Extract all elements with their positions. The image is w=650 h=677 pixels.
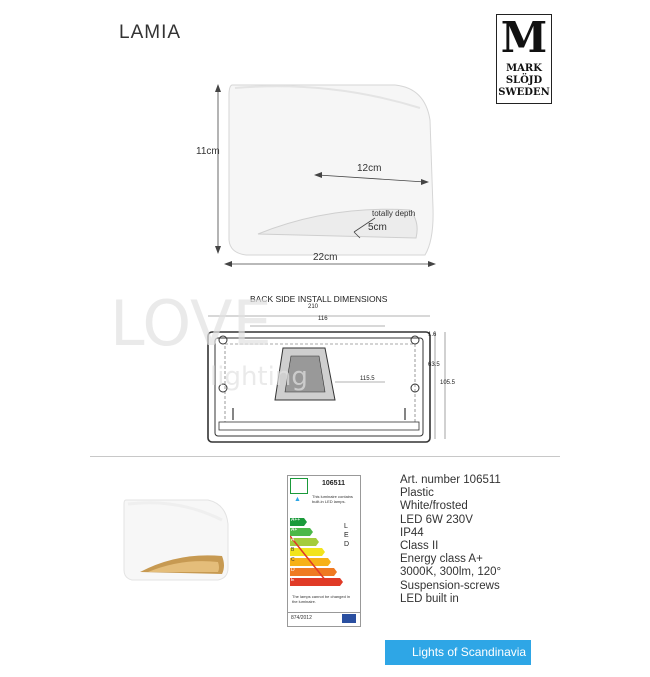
footer-banner: Lights of Scandinavia [385, 640, 531, 665]
energy-label-logo [290, 478, 308, 494]
lamp-icon: ▲ [294, 496, 301, 503]
install-title: BACK SIDE INSTALL DIMENSIONS [250, 294, 388, 304]
width-bottom-label: 12cm [357, 163, 382, 174]
install-right-dim-2: 105.5 [440, 380, 456, 386]
install-center-dim: 115.5 [360, 376, 375, 382]
product-photo [118, 490, 238, 590]
total-depth-caption: totally depth [372, 209, 416, 218]
class-a-plus: A+ [291, 527, 298, 533]
eu-flag-icon [342, 614, 356, 623]
spec-item: IP44 [400, 526, 424, 539]
product-title: LAMIA [119, 22, 182, 43]
class-a: A [291, 537, 295, 543]
watermark-logo [110, 280, 370, 400]
section-divider [90, 456, 560, 457]
install-top-dim: 210 [308, 304, 319, 310]
class-a-plus-plus: A++ [291, 517, 301, 523]
spec-item: 3000K, 300lm, 120° [400, 566, 502, 579]
energy-label-regulation: 874/2012 [291, 615, 312, 621]
spec-list [400, 474, 501, 606]
energy-label-side-text: LED [344, 523, 350, 548]
svg-text:lighting: lighting [210, 362, 308, 392]
install-right-dim-1: 63.5 [428, 362, 440, 368]
energy-label-article: 106511 [322, 480, 345, 487]
class-e: E [291, 577, 295, 583]
install-right-dim-3: 1.6 [428, 332, 437, 338]
energy-label-bottom-text: The lamps cannot be changed in the luminaire. [292, 594, 351, 604]
length-label: 22cm [313, 252, 338, 263]
spec-item: LED built in [400, 592, 459, 605]
spec-item: Suspension-screws [400, 579, 500, 592]
install-inner-dim: 116 [318, 316, 328, 322]
brand-logo-mark: M [500, 13, 548, 62]
class-d: D [291, 567, 295, 573]
energy-label [287, 475, 361, 627]
spec-item: Energy class A+ [400, 553, 483, 566]
total-depth-label: 5cm [368, 222, 387, 233]
spec-item: Art. number 106511 [400, 474, 501, 486]
svg-text:LOVE: LOVE [110, 287, 272, 360]
energy-label-top-text: This luminaire contains built-in LED lamps. [312, 494, 353, 504]
spec-item: Class II [400, 540, 439, 553]
spec-item: White/frosted [400, 500, 468, 513]
class-c: C [291, 557, 295, 563]
class-b: B [291, 547, 295, 553]
brand-logo-line1: MARK [506, 63, 542, 74]
brand-logo-line2: SLÖJD [505, 75, 543, 86]
spec-item: Plastic [400, 487, 434, 500]
height-label: 11cm [196, 146, 220, 157]
brand-logo-line3: SWEDEN [498, 87, 550, 98]
spec-item: LED 6W 230V [400, 513, 473, 526]
